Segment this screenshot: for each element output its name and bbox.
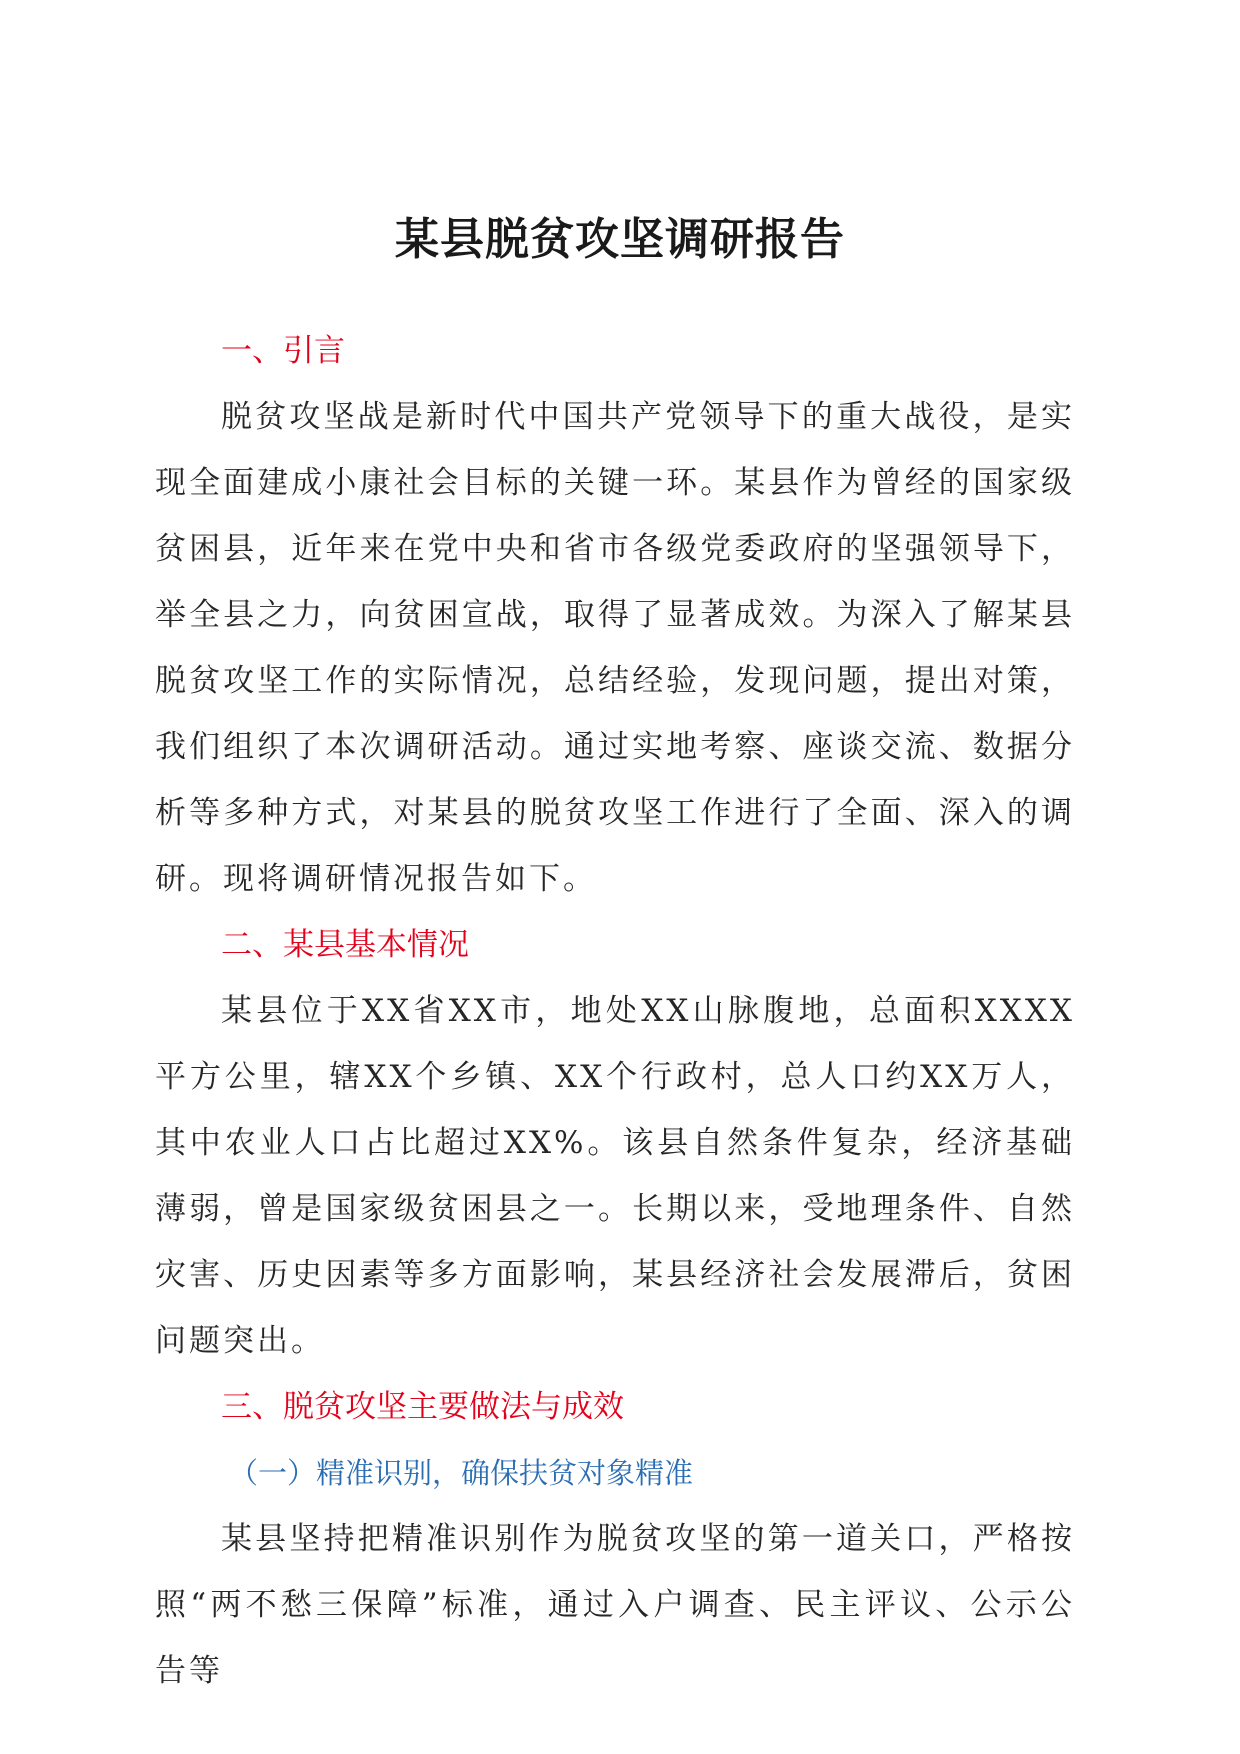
section-heading-measures: 三、脱贫攻坚主要做法与成效	[221, 1389, 624, 1425]
document-title: 某县脱贫攻坚调研报告	[395, 214, 845, 265]
subsection-heading-precise-identification: （一）精准识别，确保扶贫对象精准	[229, 1456, 694, 1490]
document-body	[155, 318, 1075, 1704]
section-heading-basic-info: 二、某县基本情况	[221, 927, 469, 963]
section-paragraph-precise-identification: 某县坚持把精准识别作为脱贫攻坚的第一道关口，严格按照“两不愁三保障”标准，通过入户调查、民主评议、公示公告等	[155, 1521, 1075, 1689]
section-paragraph-basic-info: 某县位于XX省XX市，地处XX山脉腹地，总面积XXXX平方公里，辖XX个乡镇、XX个行政村，总人口约XX万人，其中农业人口占比超过XX%。该县自然条件复杂，经济基础薄弱，曾是国家级贫困县之一。长期以来，受地理条件、自然灾害、历史因素等多方面影响，某县经济社会发展滞后，贫困问题突出。	[155, 993, 1075, 1359]
section-paragraph-introduction: 脱贫攻坚战是新时代中国共产党领导下的重大战役，是实现全面建成小康社会目标的关键一环。某县作为曾经的国家级贫困县，近年来在党中央和省市各级党委政府的坚强领导下，举全县之力，向贫困宣战，取得了显著成效。为深入了解某县脱贫攻坚工作的实际情况，总结经验，发现问题，提出对策，我们组织了本次调研活动。通过实地考察、座谈交流、数据分析等多种方式，对某县的脱贫攻坚工作进行了全面、深入的调研。现将调研情况报告如下。	[155, 399, 1075, 897]
section-heading-introduction: 一、引言	[221, 333, 345, 369]
